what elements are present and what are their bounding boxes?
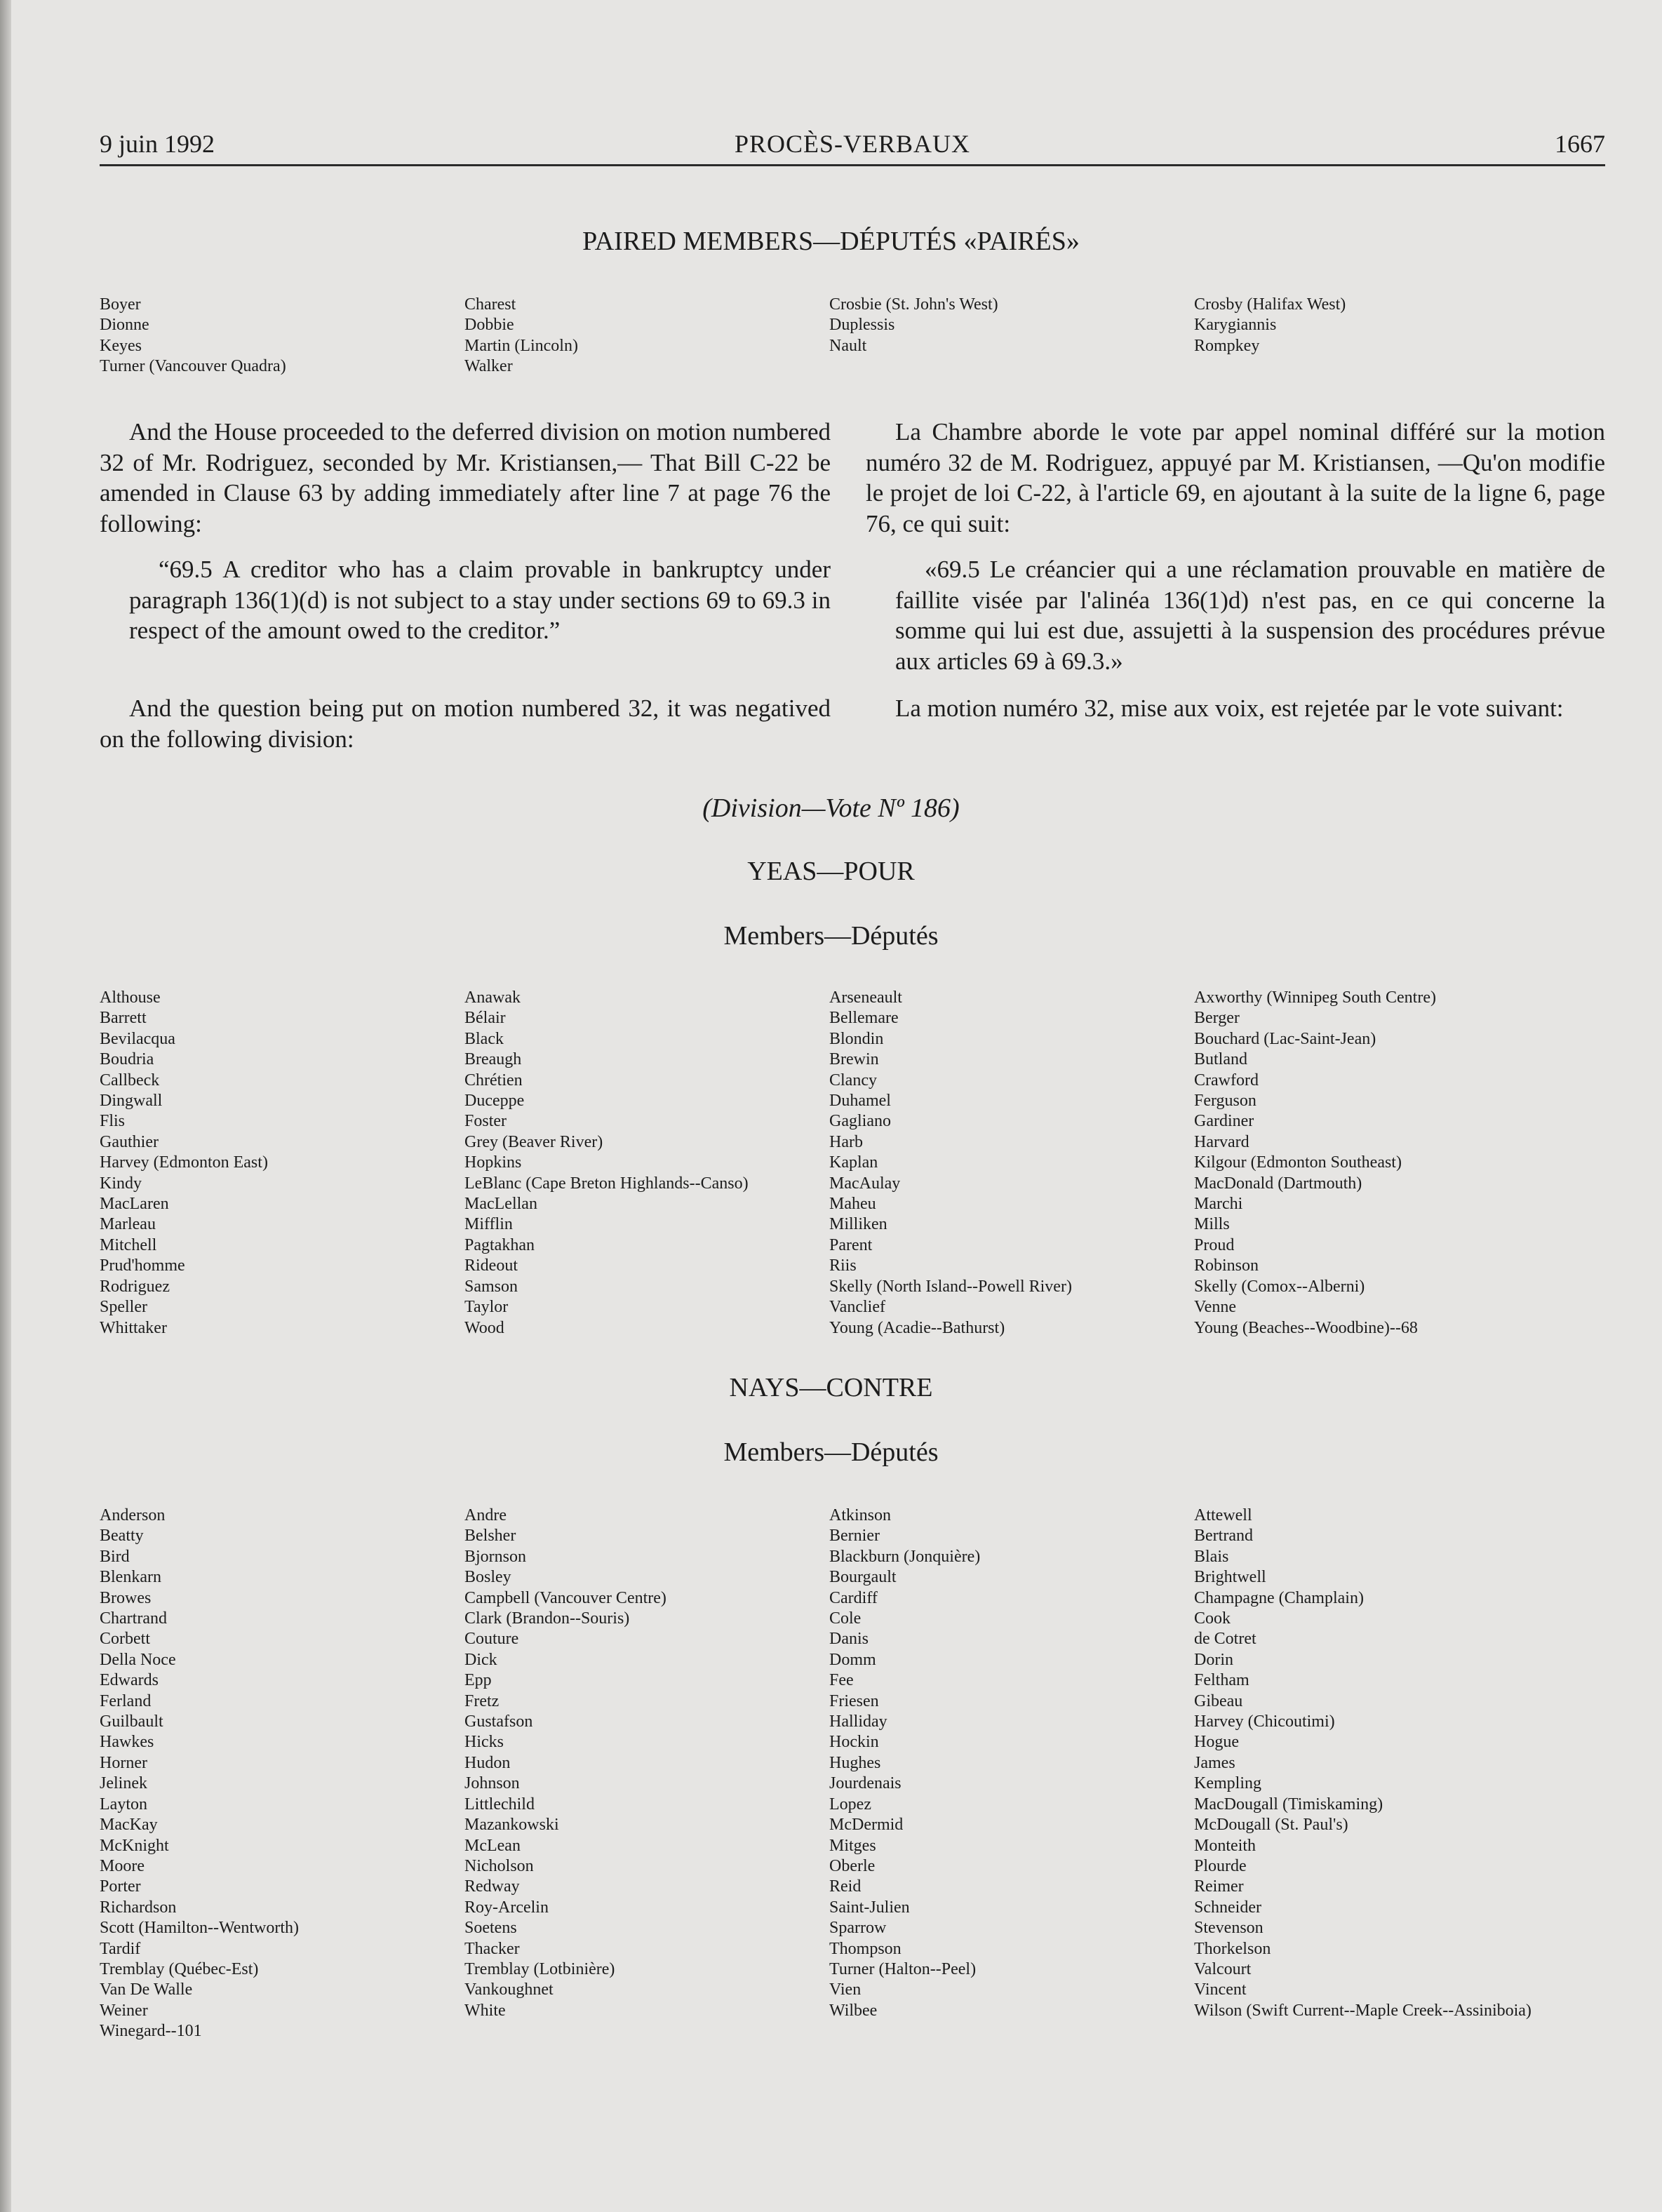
member-name: Attewell <box>1194 1506 1252 1524</box>
member-name: Anawak <box>464 988 521 1007</box>
yeas-column <box>100 988 464 1339</box>
member-name: Callbeck <box>100 1071 160 1090</box>
member-name: Ferland <box>100 1691 152 1710</box>
member-name: Winegard--101 <box>100 2022 202 2041</box>
running-header <box>100 129 1605 168</box>
member-name: Mitchell <box>100 1235 157 1254</box>
nays-list <box>100 1506 1605 2042</box>
member-name: Hockin <box>829 1733 879 1752</box>
member-name: Samson <box>464 1277 518 1296</box>
member-name: Jelinek <box>100 1774 147 1793</box>
member-name: Proud <box>1194 1235 1235 1254</box>
member-name: Richardson <box>100 1898 177 1917</box>
member-name: Bélair <box>464 1009 506 1028</box>
member-name: Rideout <box>464 1256 518 1275</box>
paired-column <box>100 295 464 377</box>
member-name: Bellemare <box>829 1009 899 1028</box>
member-name: Mifflin <box>464 1215 513 1234</box>
member-name: Sparrow <box>829 1919 887 1938</box>
member-name: Blackburn (Jonquière) <box>829 1547 981 1566</box>
member-name: Hughes <box>829 1753 881 1772</box>
member-name: Bouchard (Lac-Saint-Jean) <box>1194 1029 1376 1048</box>
member-name: Chartrand <box>100 1609 167 1628</box>
member-name: Venne <box>1194 1298 1236 1317</box>
member-name: Axworthy (Winnipeg South Centre) <box>1194 988 1436 1007</box>
member-name: Arseneault <box>829 988 902 1007</box>
paired-column <box>464 295 829 377</box>
member-name: McLean <box>464 1836 521 1855</box>
nays-column <box>1194 1506 1605 2042</box>
member-name: MacLellan <box>464 1195 537 1214</box>
member-name: Duhamel <box>829 1092 891 1111</box>
member-name: Ferguson <box>1194 1092 1256 1111</box>
english-motion-paragraph: And the House proceeded to the deferred division on motion numbered 32 of Mr. Rodriguez, seconded by Mr. Kristiansen,— That Bill C-22 be amended in Clause 63 by adding immediately after line 7 at page 76 the following: <box>100 418 831 537</box>
member-name: Feltham <box>1194 1671 1249 1690</box>
member-name: Plourde <box>1194 1856 1247 1875</box>
member-name: Dorin <box>1194 1650 1233 1669</box>
member-name: Saint-Julien <box>829 1898 910 1917</box>
member-name: Boyer <box>100 295 141 314</box>
member-name: Andre <box>464 1506 507 1524</box>
member-name: Mills <box>1194 1215 1230 1234</box>
member-name: Riis <box>829 1256 857 1275</box>
member-name: Brewin <box>829 1050 879 1069</box>
english-result-paragraph: And the question being put on motion numbered 32, it was negatived on the following division: <box>100 695 831 753</box>
member-name: Guilbault <box>100 1712 163 1731</box>
member-name: Bjornson <box>464 1547 527 1566</box>
french-result-paragraph: La motion numéro 32, mise aux voix, est rejetée par le vote suivant: <box>895 695 1564 722</box>
member-name: Hicks <box>464 1733 504 1752</box>
member-name: Porter <box>100 1877 141 1896</box>
member-name: Skelly (North Island--Powell River) <box>829 1277 1072 1296</box>
member-name: Wilson (Swift Current--Maple Creek--Assiniboia) <box>1194 2001 1532 2020</box>
member-name: Young (Beaches--Woodbine)--68 <box>1194 1318 1418 1337</box>
member-name: Bourgault <box>829 1568 897 1587</box>
member-name: Berger <box>1194 1009 1240 1028</box>
header-date: 9 juin 1992 <box>100 130 215 158</box>
member-name: Bernier <box>829 1527 880 1546</box>
member-name: Vincent <box>1194 1980 1247 1999</box>
member-name: Campbell (Vancouver Centre) <box>464 1588 666 1607</box>
member-name: Van De Walle <box>100 1980 193 1999</box>
member-name: Skelly (Comox--Alberni) <box>1194 1277 1365 1296</box>
division-number: (Division—Vote Nº 186) <box>702 793 960 823</box>
member-name: Vien <box>829 1980 862 1999</box>
yeas-column <box>829 988 1194 1339</box>
member-name: Couture <box>464 1630 519 1649</box>
member-name: Jourdenais <box>829 1774 902 1793</box>
member-name: Brightwell <box>1194 1568 1266 1587</box>
member-name: Blais <box>1194 1547 1229 1566</box>
member-name: Reimer <box>1194 1877 1244 1896</box>
member-name: Cardiff <box>829 1588 878 1607</box>
member-name: Halliday <box>829 1712 887 1731</box>
member-name: Nicholson <box>464 1856 534 1875</box>
member-name: Vanclief <box>829 1298 885 1317</box>
french-motion-quote: «69.5 Le créancier qui a une réclamation prouvable en matière de faillite visée par l'alinéa 136(1)d) n'est pas, en ce qui concerne la somme qui lui est due, assujetti à la suspension des procédures prévue aux articles 69 à 69.3.» <box>895 556 1605 675</box>
member-name: Beatty <box>100 1527 144 1546</box>
member-name: Karygiannis <box>1194 316 1277 335</box>
member-name: Robinson <box>1194 1256 1259 1275</box>
member-name: Speller <box>100 1298 147 1317</box>
yeas-column <box>1194 988 1605 1339</box>
yeas-list <box>100 988 1605 1339</box>
member-name: MacAulay <box>829 1174 901 1193</box>
nays-column <box>464 1506 829 2042</box>
paired-list <box>100 295 1605 377</box>
member-name: Valcourt <box>1194 1959 1252 1978</box>
english-motion-quote: “69.5 A creditor who has a claim provable in bankruptcy under paragraph 136(1)(d) is not subject to a stay under sections 69 to 69.3 in respect of the amount owed to the creditor.” <box>129 556 831 644</box>
member-name: Bevilacqua <box>100 1029 175 1048</box>
member-name: Parent <box>829 1235 873 1254</box>
member-name: Young (Acadie--Bathurst) <box>829 1318 1005 1337</box>
member-name: Harb <box>829 1132 863 1151</box>
member-name: Gagliano <box>829 1112 891 1131</box>
member-name: Maheu <box>829 1195 876 1214</box>
member-name: Oberle <box>829 1856 876 1875</box>
member-name: Thompson <box>829 1939 902 1958</box>
member-name: Black <box>464 1029 504 1048</box>
member-name: Atkinson <box>829 1506 892 1524</box>
member-name: Danis <box>829 1630 869 1649</box>
member-name: Bosley <box>464 1568 511 1587</box>
member-name: Thacker <box>464 1939 520 1958</box>
member-name: Rodriguez <box>100 1277 170 1296</box>
member-name: Foster <box>464 1112 507 1131</box>
member-name: MacDougall (Timiskaming) <box>1194 1795 1383 1814</box>
member-name: Tremblay (Québec-Est) <box>100 1959 259 1978</box>
member-name: Friesen <box>829 1691 879 1710</box>
member-name: Blondin <box>829 1029 884 1048</box>
member-name: McDougall (St. Paul's) <box>1194 1816 1348 1835</box>
member-name: Harvey (Edmonton East) <box>100 1153 268 1172</box>
paired-column <box>1194 295 1605 377</box>
member-name: de Cotret <box>1194 1630 1256 1649</box>
member-name: Althouse <box>100 988 161 1007</box>
member-name: Blenkarn <box>100 1568 161 1587</box>
paired-column <box>829 295 1194 377</box>
member-name: Clancy <box>829 1071 877 1090</box>
member-name: Keyes <box>100 336 142 355</box>
member-name: Layton <box>100 1795 147 1814</box>
nays-column <box>100 1506 464 2042</box>
member-name: Flis <box>100 1112 126 1131</box>
member-name: Harvey (Chicoutimi) <box>1194 1712 1335 1731</box>
member-name: Martin (Lincoln) <box>464 336 578 355</box>
member-name: Weiner <box>100 2001 148 2020</box>
member-name: Dick <box>464 1650 497 1669</box>
member-name: Butland <box>1194 1050 1247 1069</box>
member-name: Dingwall <box>100 1092 163 1111</box>
member-name: Hogue <box>1194 1733 1239 1752</box>
member-name: McKnight <box>100 1836 169 1855</box>
member-name: Browes <box>100 1588 152 1607</box>
member-name: Scott (Hamilton--Wentworth) <box>100 1919 300 1938</box>
member-name: Epp <box>464 1671 492 1690</box>
member-name: Vankoughnet <box>464 1980 554 1999</box>
member-name: Marchi <box>1194 1195 1243 1214</box>
yeas-heading: YEAS—POUR <box>747 857 915 886</box>
member-name: Dobbie <box>464 316 514 335</box>
member-name: Gustafson <box>464 1712 533 1731</box>
member-name: Bird <box>100 1547 130 1566</box>
member-name: Kempling <box>1194 1774 1261 1793</box>
member-name: Redway <box>464 1877 520 1896</box>
member-name: Littlechild <box>464 1795 535 1814</box>
header-page-number: 1667 <box>1555 130 1605 158</box>
member-name: Milliken <box>829 1215 887 1234</box>
member-name: Duceppe <box>464 1092 525 1111</box>
member-name: Duplessis <box>829 316 895 335</box>
member-name: MacKay <box>100 1816 158 1835</box>
member-name: Whittaker <box>100 1318 167 1337</box>
french-motion-paragraph: La Chambre aborde le vote par appel nominal différé sur la motion numéro 32 de M. Rodriguez, appuyé par M. Kristiansen, —Qu'on modifie le projet de loi C-22, à l'article 69, en ajoutant à la suite de la ligne 6, page 76, ce qui suit: <box>866 418 1605 537</box>
page-binding-shadow <box>0 0 11 2212</box>
member-name: Soetens <box>464 1919 517 1938</box>
member-name: Thorkelson <box>1194 1939 1271 1958</box>
member-name: MacLaren <box>100 1195 169 1214</box>
member-name: Kilgour (Edmonton Southeast) <box>1194 1153 1402 1172</box>
member-name: Reid <box>829 1877 862 1896</box>
member-name: Pagtakhan <box>464 1235 535 1254</box>
member-name: White <box>464 2001 506 2020</box>
member-name: Chrétien <box>464 1071 523 1090</box>
member-name: Boudria <box>100 1050 154 1069</box>
member-name: Mazankowski <box>464 1816 559 1835</box>
member-name: Tardif <box>100 1939 141 1958</box>
member-name: Moore <box>100 1856 145 1875</box>
paired-heading: PAIRED MEMBERS—DÉPUTÉS «PAIRÉS» <box>582 227 1080 256</box>
member-name: Taylor <box>464 1298 509 1317</box>
member-name: Turner (Vancouver Quadra) <box>100 357 286 376</box>
member-name: Della Noce <box>100 1650 176 1669</box>
member-name: Corbett <box>100 1630 150 1649</box>
nays-heading: NAYS—CONTRE <box>729 1373 933 1402</box>
nays-column <box>829 1506 1194 2042</box>
member-name: Kaplan <box>829 1153 878 1172</box>
member-name: Wilbee <box>829 2001 878 2020</box>
member-name: Kindy <box>100 1174 142 1193</box>
member-name: Rompkey <box>1194 336 1260 355</box>
nays-subheading: Members—Députés <box>723 1437 939 1467</box>
member-name: Lopez <box>829 1795 871 1814</box>
member-name: Tremblay (Lotbinière) <box>464 1959 615 1978</box>
member-name: Charest <box>464 295 516 314</box>
member-name: Monteith <box>1194 1836 1256 1855</box>
member-name: Breaugh <box>464 1050 522 1069</box>
member-name: Horner <box>100 1753 147 1772</box>
member-name: McDermid <box>829 1816 904 1835</box>
member-name: Hawkes <box>100 1733 154 1752</box>
member-name: MacDonald (Dartmouth) <box>1194 1174 1362 1193</box>
member-name: Dionne <box>100 316 149 335</box>
member-name: Mitges <box>829 1836 876 1855</box>
member-name: Cole <box>829 1609 862 1628</box>
member-name: Bertrand <box>1194 1527 1253 1546</box>
member-name: Edwards <box>100 1671 159 1690</box>
member-name: Prud'homme <box>100 1256 185 1275</box>
member-name: Nault <box>829 336 867 355</box>
member-name: LeBlanc (Cape Breton Highlands--Canso) <box>464 1174 749 1193</box>
member-name: Domm <box>829 1650 876 1669</box>
member-name: Belsher <box>464 1527 516 1546</box>
member-name: Barrett <box>100 1009 147 1028</box>
member-name: Johnson <box>464 1774 520 1793</box>
header-title: PROCÈS-VERBAUX <box>734 130 971 158</box>
yeas-column <box>464 988 829 1339</box>
member-name: Hopkins <box>464 1153 522 1172</box>
member-name: Marleau <box>100 1215 156 1234</box>
member-name: Wood <box>464 1318 504 1337</box>
member-name: Crawford <box>1194 1071 1259 1090</box>
member-name: Gauthier <box>100 1132 159 1151</box>
member-name: Cook <box>1194 1609 1231 1628</box>
header-rule <box>100 164 1605 166</box>
member-name: Clark (Brandon--Souris) <box>464 1609 630 1628</box>
member-name: Gardiner <box>1194 1112 1254 1131</box>
member-name: Roy-Arcelin <box>464 1898 549 1917</box>
member-name: Walker <box>464 357 513 376</box>
member-name: Anderson <box>100 1506 166 1524</box>
member-name: Gibeau <box>1194 1691 1243 1710</box>
member-name: Stevenson <box>1194 1919 1264 1938</box>
member-name: Harvard <box>1194 1132 1249 1151</box>
yeas-subheading: Members—Députés <box>723 921 939 951</box>
member-name: Hudon <box>464 1753 511 1772</box>
member-name: James <box>1194 1753 1235 1772</box>
member-name: Fretz <box>464 1691 500 1710</box>
member-name: Fee <box>829 1671 854 1690</box>
member-name: Crosby (Halifax West) <box>1194 295 1346 314</box>
member-name: Schneider <box>1194 1898 1261 1917</box>
member-name: Champagne (Champlain) <box>1194 1588 1364 1607</box>
member-name: Crosbie (St. John's West) <box>829 295 998 314</box>
member-name: Grey (Beaver River) <box>464 1132 603 1151</box>
member-name: Turner (Halton--Peel) <box>829 1959 977 1978</box>
